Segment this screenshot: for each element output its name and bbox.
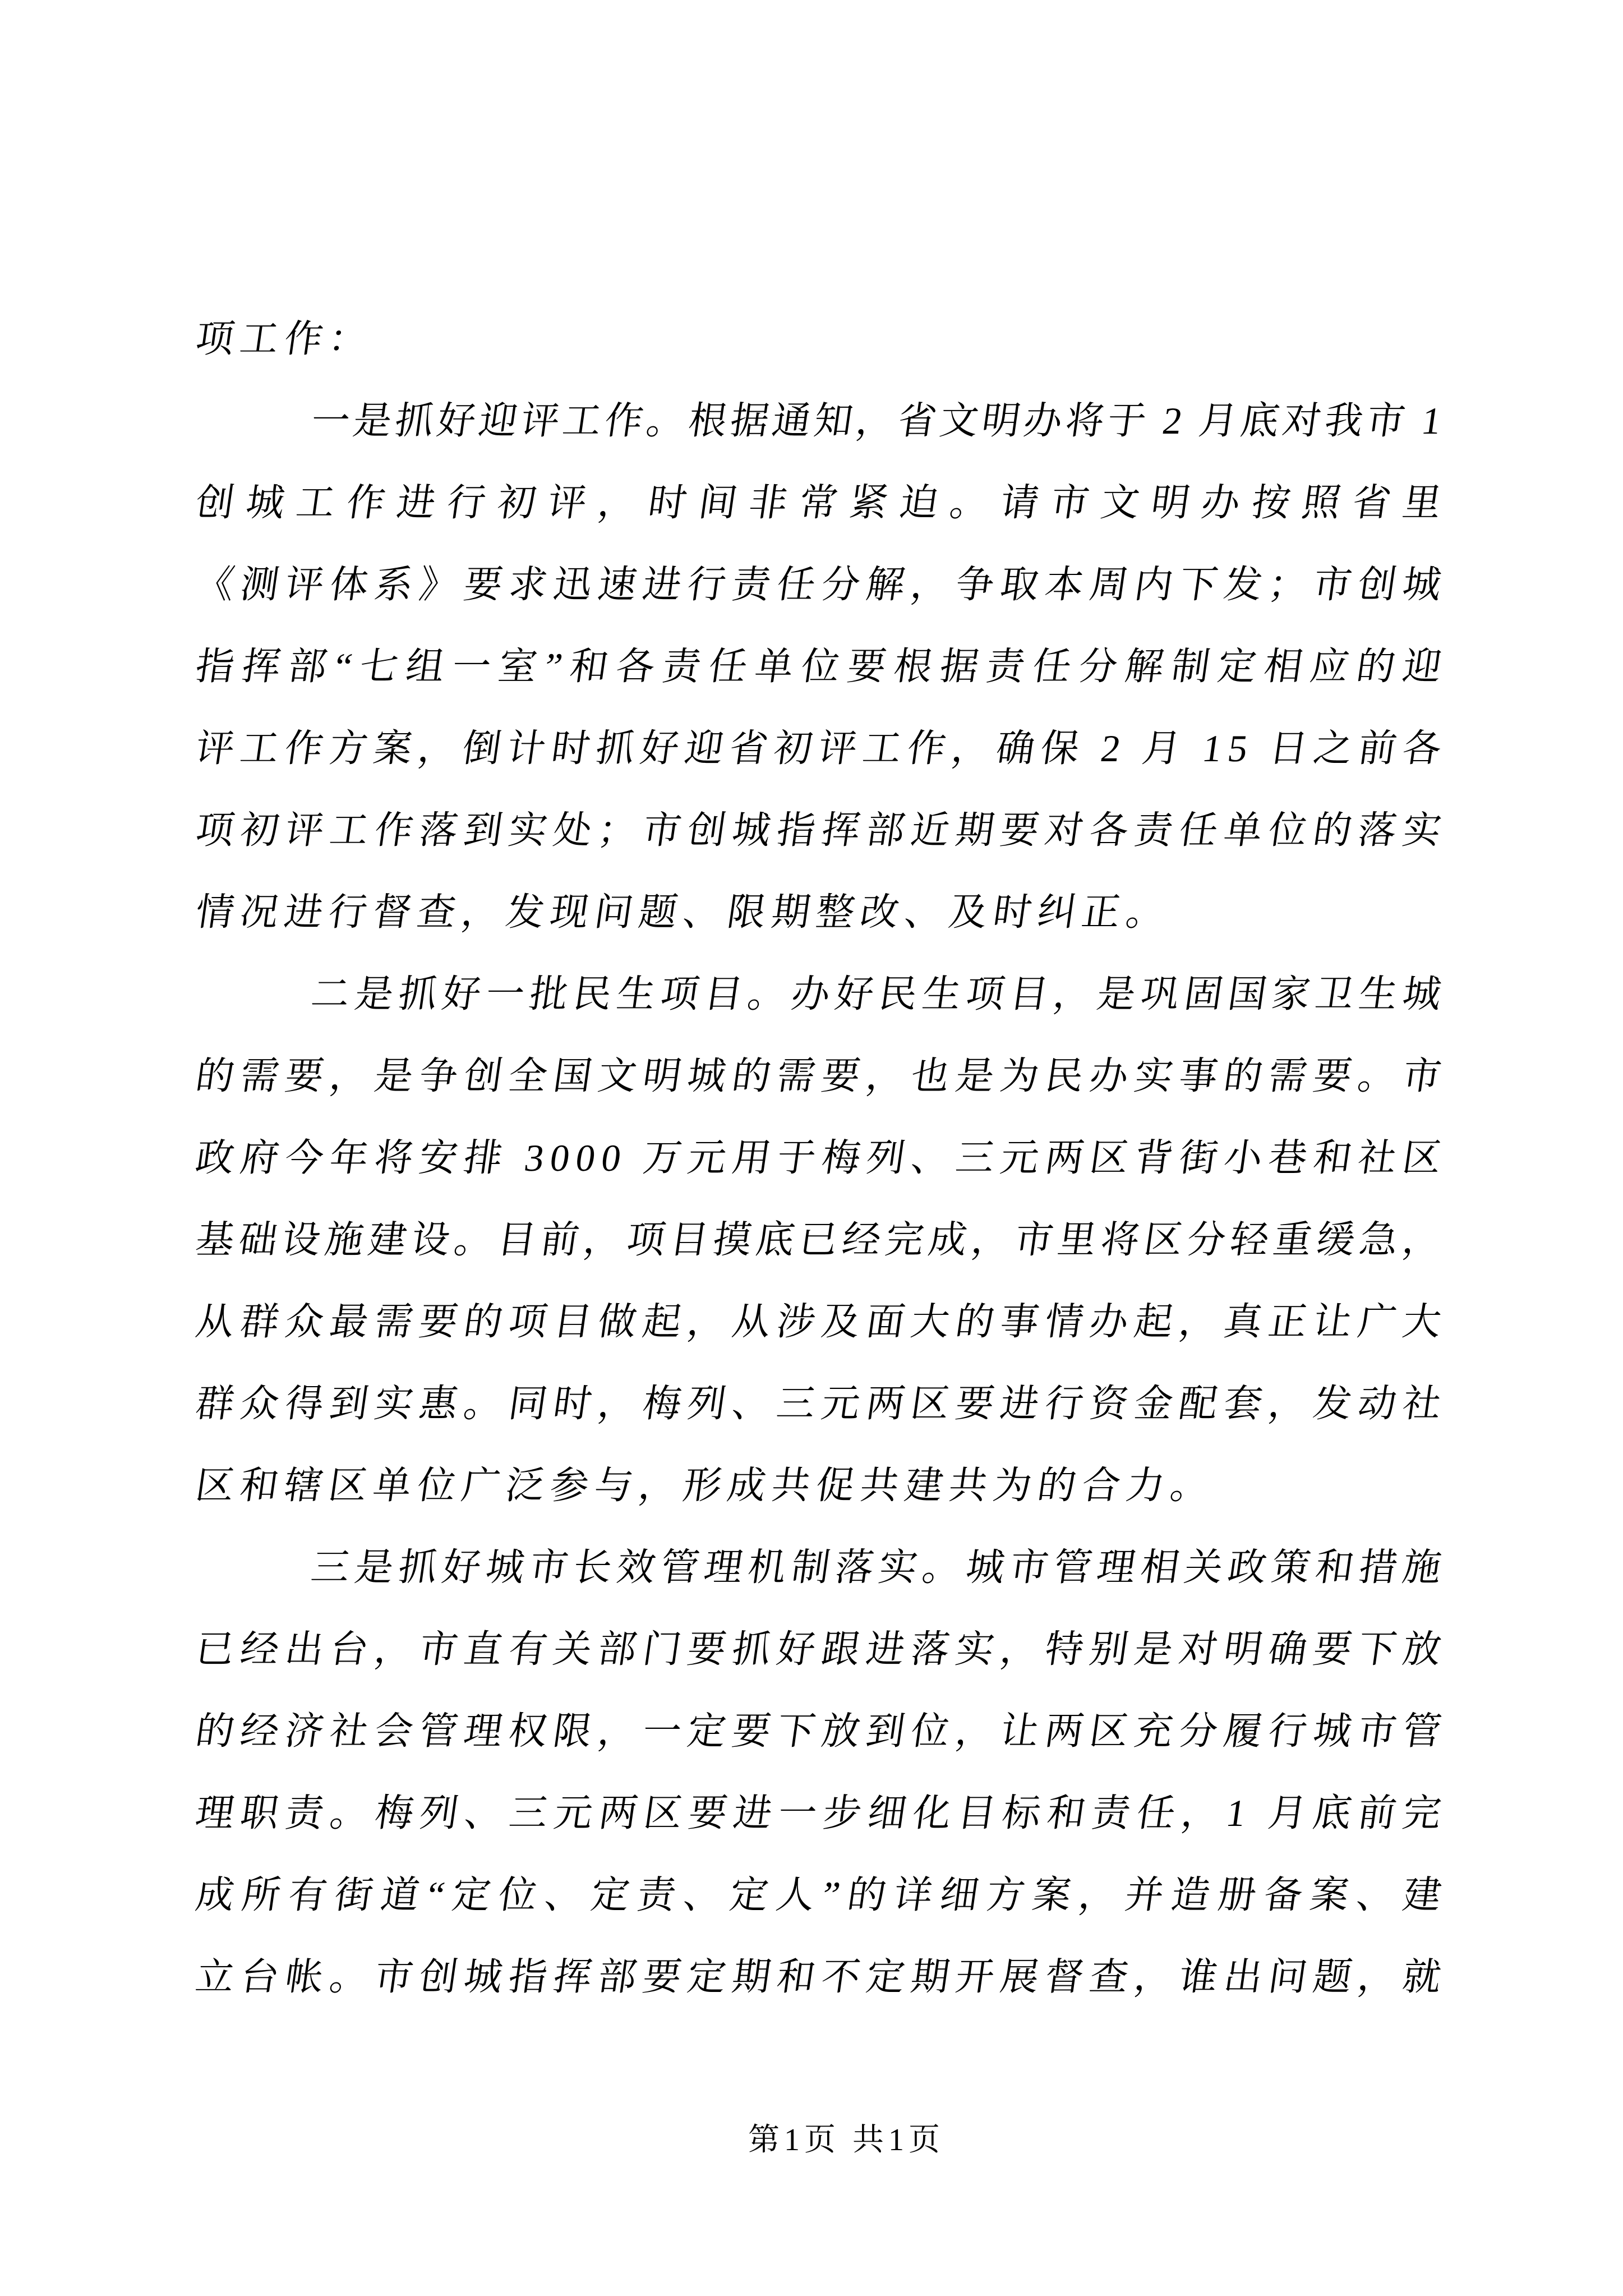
text-line-content: 政府今年将安排 3000 万元用于梅列、三元两区背街小巷和社区 [193,1137,1451,1179]
text-line-content: 群众得到实惠。同时，梅列、三元两区要进行资金配套，发动社 [193,1382,1451,1425]
text-line-content: 从群众最需要的项目做起，从涉及面大的事情办起，真正让广大 [193,1300,1451,1343]
text-line-content: 一是抓好迎评工作。根据通知，省文明办将于 2 月底对我市 1 [308,399,1448,442]
text-line-content: 成所有街道“定位、定责、定人”的详细方案，并造册备案、建 [193,1874,1453,1916]
text-line-21 [190,1936,1451,2018]
text-line-content: 评工作方案，倒计时抓好迎省初评工作，确保 2 月 15 日之前各 [193,727,1451,770]
text-line-content: 情况进行督查，发现问题、限期整改、及时纠正。 [193,891,1174,933]
text-line-content: 《测评体系》要求迅速进行责任分解，争取本周内下发；市创城 [193,563,1451,606]
text-line-15 [190,1444,1447,1526]
text-line-3 [190,462,1456,544]
page-number-label: 第1页 共1页 [748,2123,944,2157]
text-line-5 [190,625,1453,707]
text-line-content: 三是抓好城市长效管理机制落实。城市管理相关政策和措施 [308,1546,1450,1589]
text-line-content: 项工作： [193,318,376,360]
text-line-content: 的经济社会管理权限，一定要下放到位，让两区充分履行城市管 [193,1710,1451,1752]
document-body [193,298,1456,2018]
text-line-12 [190,1199,1447,1281]
text-line-content: 指挥部“七组一室”和各责任单位要根据责任分解制定相应的迎 [193,645,1453,688]
text-line-content: 基础设施建设。目前，项目摸底已经完成，市里将区分轻重缓急， [193,1218,1449,1261]
text-line-8 [190,871,1447,953]
text-line-10 [190,1035,1451,1117]
text-line-16 [190,1526,1450,1608]
text-line-20 [190,1854,1453,1936]
text-line-9 [190,953,1450,1035]
text-line-2 [190,380,1447,462]
text-line-content: 已经出台，市直有关部门要抓好跟进落实，特别是对明确要下放 [193,1628,1451,1671]
text-line-17 [190,1608,1451,1690]
text-line-18 [190,1690,1451,1772]
text-line-content: 二是抓好一批民生项目。办好民生项目，是巩固国家卫生城 [308,973,1450,1015]
text-line-content: 项初评工作落到实处；市创城指挥部近期要对各责任单位的落实 [193,809,1451,852]
text-line-content: 理职责。梅列、三元两区要进一步细化目标和责任，1 月底前完 [193,1792,1451,1834]
text-line-content: 创城工作进行初评，时间非常紧迫。请市文明办按照省里 [193,481,1456,524]
text-line-4 [190,544,1451,625]
text-line-6 [190,707,1451,789]
text-line-content: 的需要，是争创全国文明城的需要，也是为民办实事的需要。市 [193,1055,1451,1097]
text-line-14 [190,1363,1451,1444]
text-line-1 [190,298,1447,380]
text-line-11 [190,1117,1451,1199]
page-footer [0,2109,1623,2171]
text-line-19 [190,1772,1451,1854]
text-line-13 [190,1281,1451,1363]
text-line-content: 立台帐。市创城指挥部要定期和不定期开展督查，谁出问题，就 [193,1955,1451,1998]
text-line-content: 区和辖区单位广泛参与，形成共促共建共为的合力。 [193,1464,1218,1507]
text-line-7 [190,789,1451,871]
